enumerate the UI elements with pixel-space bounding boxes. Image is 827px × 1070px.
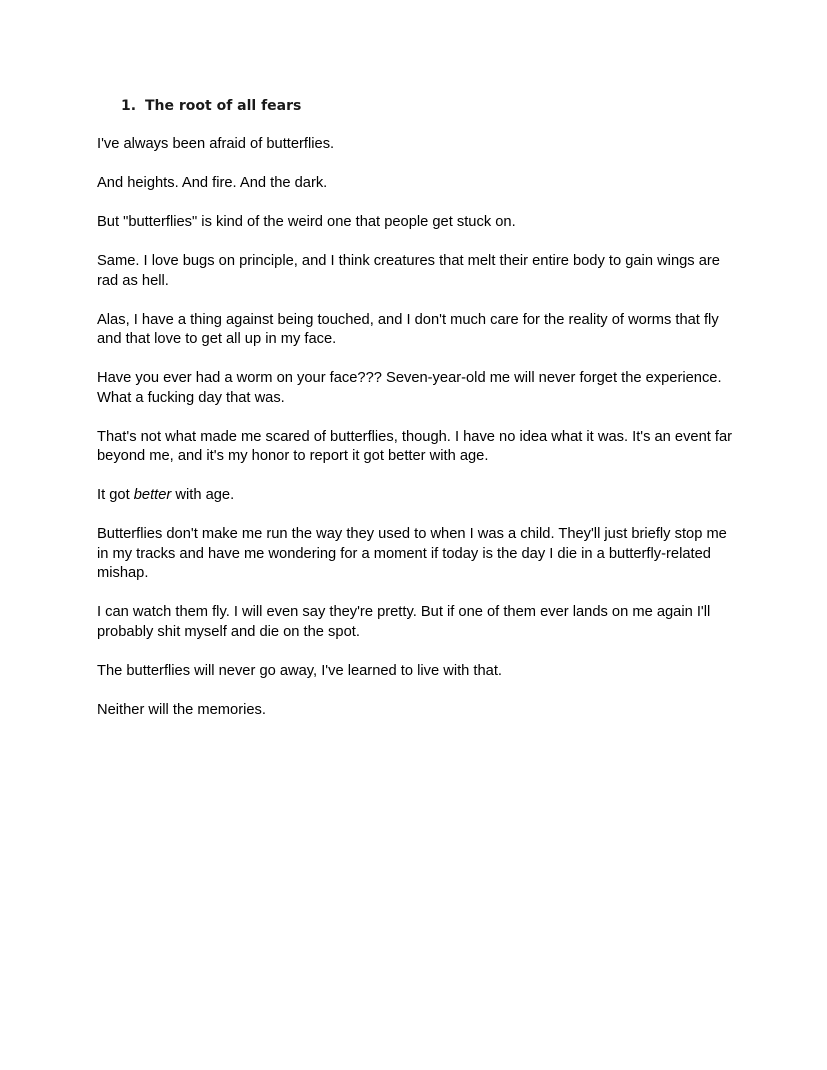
section-title: The root of all fears <box>145 98 302 114</box>
paragraph: I can watch them fly. I will even say they're pretty. But if one of them ever lands on me again I'll probably shit myself and die on the spot. <box>97 604 711 640</box>
emphasis-before: It got <box>97 487 134 503</box>
paragraph: And heights. And fire. And the dark. <box>97 175 328 191</box>
paragraph: Have you ever had a worm on your face??? Seven-year-old me will never forget the experience. What a fucking day that was. <box>97 370 722 406</box>
paragraph: That's not what made me scared of butterflies, though. I have no idea what it was. It's an event far beyond me, and it's my honor to report it got better with age. <box>97 428 733 464</box>
document-body <box>97 96 737 740</box>
section-number: 1. <box>121 98 137 114</box>
paragraph: Alas, I have a thing against being touched, and I don't much care for the reality of worms that fly and that love to get all up in my face. <box>97 311 719 347</box>
emphasis-after: with age. <box>171 487 235 503</box>
paragraph: Neither will the memories. <box>97 701 266 718</box>
emphasis-word: better <box>133 487 172 503</box>
emphasis-paragraph <box>97 486 737 506</box>
paragraph: Butterflies don't make me run the way they used to when I was a child. They'll just briefly stop me in my tracks and have me wondering for a moment if today is the day I die in a butterfly-related mishap. <box>97 526 727 581</box>
section-heading <box>121 96 737 116</box>
paragraph: Same. I love bugs on principle, and I think creatures that melt their entire body to gain wings are rad as hell. <box>97 253 720 289</box>
paragraph: I've always been afraid of butterflies. <box>97 136 335 152</box>
paragraph: The butterflies will never go away, I've learned to live with that. <box>97 662 503 679</box>
paragraph: But "butterflies" is kind of the weird one that people get stuck on. <box>97 214 516 230</box>
